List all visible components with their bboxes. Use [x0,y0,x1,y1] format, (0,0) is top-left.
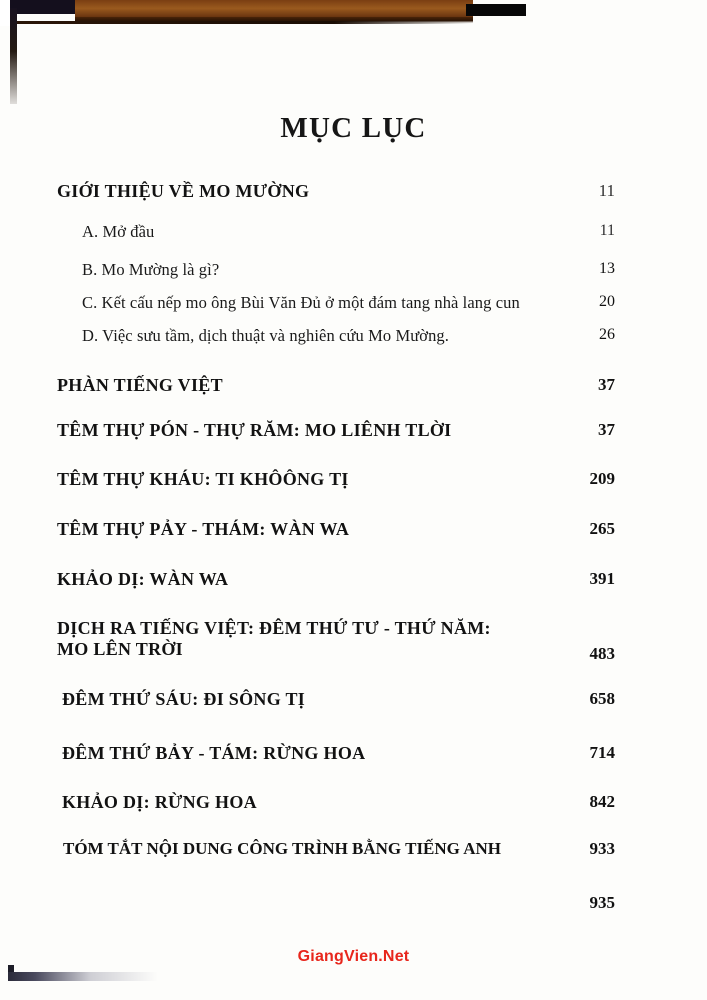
toc-entry-row[interactable] [0,569,707,603]
toc-entry-label: PHÀN TIẾNG VIỆT [57,375,223,395]
scan-page-top-edge [11,21,473,24]
toc-entry-row[interactable] [0,469,707,503]
scan-wood-shadow [75,17,473,23]
toc-entry-row[interactable] [0,420,707,454]
toc-entry-label: KHẢO DỊ: WÀN WA [57,569,229,589]
toc-entry-label: TÊM THỰ PẢY - THÁM: WÀN WA [57,519,350,539]
toc-entry-page-number: 265 [589,519,615,538]
toc-entry-row[interactable] [0,618,707,675]
toc-entry-label: C. Kết cấu nếp mo ông Bùi Văn Đủ ở một đám tang nhà lang cun [82,293,520,312]
toc-entry-row[interactable] [0,326,707,356]
scan-bottom-corner-mark [8,965,14,979]
toc-entry-label: TÊM THỰ KHÁU: TI KHÔÔNG TỊ [57,469,349,489]
site-watermark: GiangVien.Net [297,948,410,965]
toc-entry-label: ĐÊM THỨ SÁU: ĐI SÔNG TỊ [62,689,306,709]
toc-entry-label: ĐÊM THỨ BẢY - TÁM: RỪNG HOA [62,743,366,763]
toc-entry-label: TÊM THỰ PÓN - THỰ RĂM: MO LIÊNH TLỜI [57,420,452,440]
scan-top-artifact [0,0,707,26]
toc-entry-page-number: 483 [589,644,615,663]
page-title: MỤC LỤC [280,112,427,144]
toc-entry-page-number: 20 [599,293,615,310]
toc-entry-row[interactable] [0,519,707,553]
toc-entry-row[interactable] [0,181,707,215]
toc-entry-label: DỊCH RA TIẾNG VIỆT: ĐÊM THỨ TƯ - THỨ NĂM: MO LÊN TRỜI [57,618,491,659]
toc-entry-page-number: 842 [589,792,615,811]
toc-entry-page-number: 714 [589,743,615,762]
toc-entry-label: KHẢO DỊ: RỪNG HOA [62,792,257,812]
scan-wood-background [75,0,473,21]
toc-trailing-page-row [0,893,707,927]
toc-entry-row[interactable] [0,792,707,826]
toc-entry-page-number: 391 [589,569,615,588]
toc-entry-row[interactable] [0,260,707,290]
toc-entry-page-number: 26 [599,326,615,343]
toc-entry-label: GIỚI THIỆU VỀ MO MƯỜNG [57,181,310,201]
toc-trailing-page-number: 935 [589,893,615,912]
scan-left-edge [10,8,17,104]
toc-entry-page-number: 11 [599,222,615,239]
toc-entry-row[interactable] [0,293,707,323]
scan-black-bar [466,4,526,16]
toc-entry-page-number: 37 [598,375,615,394]
scan-left-white-gap [0,0,11,26]
scan-bottom-smudge [8,972,158,981]
toc-entry-page-number: 658 [589,689,615,708]
toc-entry-page-number: 13 [599,260,615,277]
toc-entry-label-line2: MO LÊN TRỜI [57,639,183,659]
toc-entry-label: TÓM TẮT NỘI DUNG CÔNG TRÌNH BẰNG TIẾNG ANH [63,839,501,858]
toc-entry-label: B. Mo Mường là gì? [82,260,220,279]
toc-entry-row[interactable] [0,222,707,252]
toc-entry-page-number: 37 [598,420,615,439]
toc-entry-row[interactable] [0,743,707,777]
toc-entry-page-number: 933 [589,839,615,858]
toc-entry-row[interactable] [0,689,707,723]
toc-entry-page-number: 209 [589,469,615,488]
toc-entry-row[interactable] [0,375,707,409]
toc-entry-label: A. Mở đầu [82,222,155,241]
scan-dark-block [10,0,77,14]
toc-entry-row[interactable] [0,839,707,873]
toc-entry-label: D. Việc sưu tầm, dịch thuật và nghiên cứu Mo Mường. [82,326,450,345]
toc-entry-page-number: 11 [598,181,615,200]
